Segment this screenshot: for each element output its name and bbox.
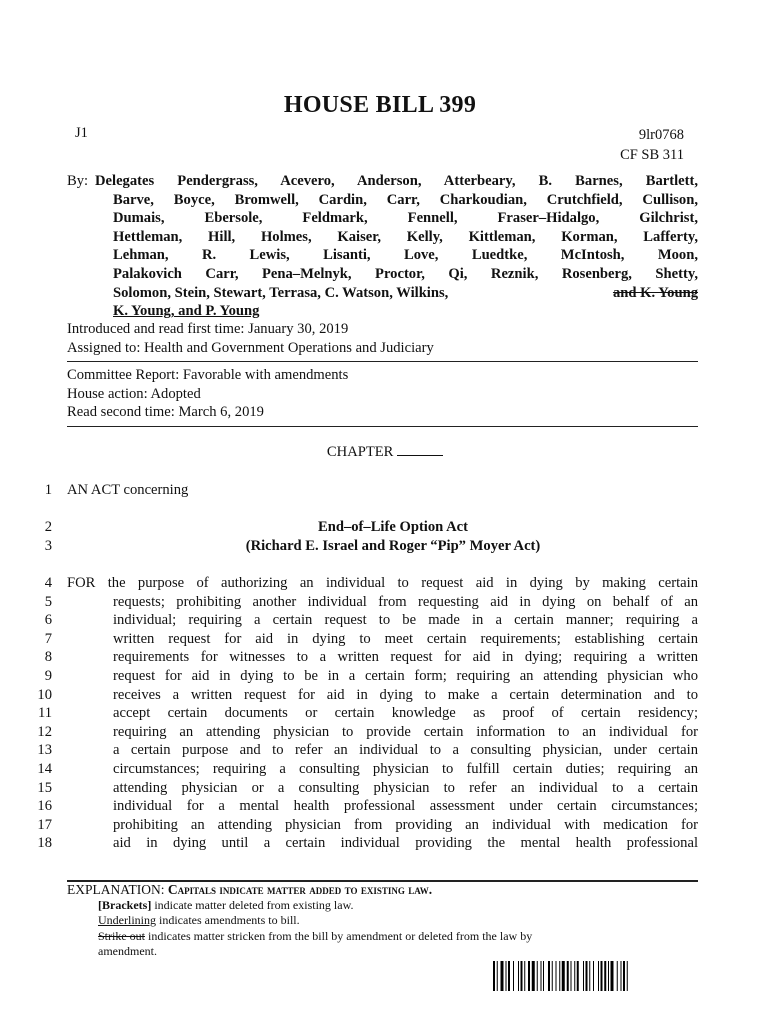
sponsor-line: [67, 284, 698, 303]
barcode-bar: [589, 961, 590, 991]
explanation-strike-continued: amendment.: [98, 944, 157, 958]
line-number: 8: [44, 649, 52, 666]
line-number: 7: [44, 630, 52, 647]
line-number: 14: [37, 760, 52, 777]
line-number: 17: [37, 816, 52, 833]
barcode-bar: [521, 961, 523, 991]
barcode-bar: [611, 961, 614, 991]
sponsor-line: Dumais, Ebersole, Feldmark, Fennell, Fraser–Hidalgo, Gilchrist,: [113, 210, 698, 227]
brackets-text: indicate matter deleted from existing law.: [151, 897, 354, 912]
purpose-line: request for aid in dying to be in a certain form; requiring an attending physician who: [113, 667, 698, 684]
act-alternate-title: (Richard E. Israel and Roger “Pip” Moyer Act): [245, 538, 541, 554]
explanation-brackets: [67, 898, 698, 914]
line-number: 4: [44, 575, 52, 591]
introduced-line: Introduced and read first time: January 30, 2019: [67, 321, 349, 337]
added-sponsors: K. Young, and P. Young: [113, 303, 260, 320]
bill-category-code: J1: [75, 125, 88, 141]
struck-sponsors: and K. Young: [612, 284, 698, 301]
line-number: 15: [37, 779, 52, 796]
barcode-bar: [574, 961, 575, 991]
barcode: [493, 961, 679, 991]
barcode-bar: [548, 961, 550, 991]
barcode-bar: [513, 961, 514, 991]
barcode-bar: [562, 961, 565, 991]
line-number: 16: [37, 798, 52, 815]
act-concerning: AN ACT concerning: [67, 482, 189, 498]
purpose-line: individual for a mental health professional assessment under certain circumstances;: [113, 798, 698, 815]
underlining-word: Underlining: [98, 913, 156, 927]
purpose-line: aid in dying until a certain individual providing the mental health professional: [113, 835, 698, 852]
line-number: 9: [44, 667, 52, 684]
line-number: 5: [44, 593, 52, 610]
line-number: 11: [37, 705, 52, 722]
sponsor-line: Hettleman, Hill, Holmes, Kaiser, Kelly, Kittleman, Korman, Lafferty,: [113, 228, 698, 245]
barcode-bar: [524, 961, 525, 991]
barcode-bar: [497, 961, 498, 991]
chapter-number-blank: [397, 443, 443, 456]
purpose-line: FOR the purpose of authorizing an individual to request aid in dying by making certain: [67, 575, 698, 591]
purpose-line: attending physician or a consulting physician to refer an individual to a certain: [113, 779, 698, 796]
purpose-line: accept certain documents or certain knowledge as proof of certain residency;: [113, 705, 698, 722]
explanation-label: EXPLANATION:: [67, 882, 165, 897]
barcode-bar: [598, 961, 599, 991]
purpose-line: receives a written request for aid in dying to make a certain determination and to: [113, 686, 698, 703]
line-number: 3: [44, 538, 52, 554]
barcode-bar: [506, 961, 507, 991]
barcode-bar: [543, 961, 544, 991]
barcode-bar: [501, 961, 504, 991]
explanation-strike: [67, 929, 698, 945]
barcode-bar: [528, 961, 530, 991]
barcode-bar: [623, 961, 625, 991]
house-action: House action: Adopted: [67, 386, 201, 402]
barcode-bar: [493, 961, 495, 991]
line-number: 18: [37, 835, 52, 852]
purpose-line: requests; prohibiting another individual from requesting aid in dying on behalf of an: [113, 593, 698, 610]
barcode-bar: [518, 961, 519, 991]
line-number: 13: [37, 742, 52, 759]
sponsor-line: [67, 302, 698, 321]
sponsor-list: [67, 172, 698, 321]
barcode-bar: [552, 961, 553, 991]
line-number: 1: [44, 482, 52, 498]
sponsor-line: Lehman, R. Lewis, Lisanti, Love, Luedtke, McIntosh, Moon,: [113, 247, 698, 264]
barcode-bar: [601, 961, 603, 991]
barcode-bar: [617, 961, 618, 991]
purpose-line-numbers: [30, 574, 52, 853]
barcode-bar: [604, 961, 606, 991]
sponsor-line: Delegates Pendergrass, Acevero, Anderson, Atterbeary, B. Barnes, Bartlett,: [95, 173, 698, 189]
sponsor-line-text: Solomon, Stein, Stewart, Terrasa, C. Watson, Wilkins,: [113, 284, 449, 301]
drafting-code: 9lr0768: [638, 127, 684, 143]
purpose-line: written request for aid in dying to meet certain requirements; establishing certain: [113, 630, 698, 647]
strike-text: indicates matter stricken from the bill by amendment or deleted from the law by: [145, 928, 533, 943]
barcode-bar: [556, 961, 557, 991]
divider: [67, 426, 698, 427]
barcode-bar: [532, 961, 535, 991]
barcode-bar: [577, 961, 579, 991]
line-number: 2: [44, 519, 52, 535]
purpose-line: individual; requiring a certain request to be made in a certain manner; requiring a: [113, 612, 698, 629]
purpose-line: a certain purpose and to refer an individual to a consulting physician, under certain: [113, 742, 698, 759]
explanation-underlining: [67, 913, 698, 929]
purpose-line: circumstances; requiring a consulting physician to fulfill certain duties; requiring an: [113, 760, 698, 777]
by-label: By:: [67, 173, 89, 189]
second-reading: Read second time: March 6, 2019: [67, 404, 264, 420]
barcode-bar: [621, 961, 622, 991]
act-short-title: End–of–Life Option Act: [317, 519, 468, 535]
barcode-bar: [583, 961, 584, 991]
assigned-line: Assigned to: Health and Government Operations and Judiciary: [67, 340, 434, 356]
sponsor-line: Barve, Boyce, Bromwell, Cardin, Carr, Charkoudian, Crutchfield, Cullison,: [113, 191, 698, 208]
barcode-bar: [627, 961, 628, 991]
brackets-word: [Brackets]: [98, 897, 152, 912]
cross-file-code: CF SB 311: [620, 147, 684, 163]
barcode-bar: [559, 961, 560, 991]
purpose-line: prohibiting an attending physician from providing an individual with medication for: [113, 816, 698, 833]
chapter-line: [0, 443, 770, 461]
line-number: 10: [37, 686, 52, 703]
divider: [67, 361, 698, 362]
line-number: 12: [37, 723, 52, 740]
explanation-block: [67, 882, 698, 960]
barcode-bar: [586, 961, 588, 991]
bill-title: HOUSE BILL 399: [283, 92, 477, 118]
purpose-line: requiring an attending physician to provide certain information to an individual for: [113, 723, 698, 740]
sponsor-line: Palakovich Carr, Pena–Melnyk, Proctor, Qi, Reznik, Rosenberg, Shetty,: [113, 265, 698, 282]
line-number: 6: [44, 612, 52, 629]
barcode-bar: [508, 961, 510, 991]
barcode-bar: [593, 961, 594, 991]
explanation-caps: Capitals indicate matter added to existing law.: [167, 882, 433, 897]
chapter-label: CHAPTER: [326, 444, 394, 460]
bill-reference-codes: [620, 125, 684, 165]
purpose-line: requirements for witnesses to a written request for aid in dying; requiring a written: [113, 649, 698, 666]
committee-report: Committee Report: Favorable with amendments: [67, 367, 349, 383]
strike-word: Strike out: [98, 928, 145, 943]
barcode-bar: [571, 961, 572, 991]
barcode-bar: [537, 961, 538, 991]
barcode-bar: [541, 961, 542, 991]
underlining-text: indicates amendments to bill.: [156, 913, 300, 927]
barcode-bar: [567, 961, 569, 991]
barcode-bar: [608, 961, 609, 991]
purpose-paragraph: [67, 574, 698, 853]
explanation-heading: [67, 882, 698, 898]
